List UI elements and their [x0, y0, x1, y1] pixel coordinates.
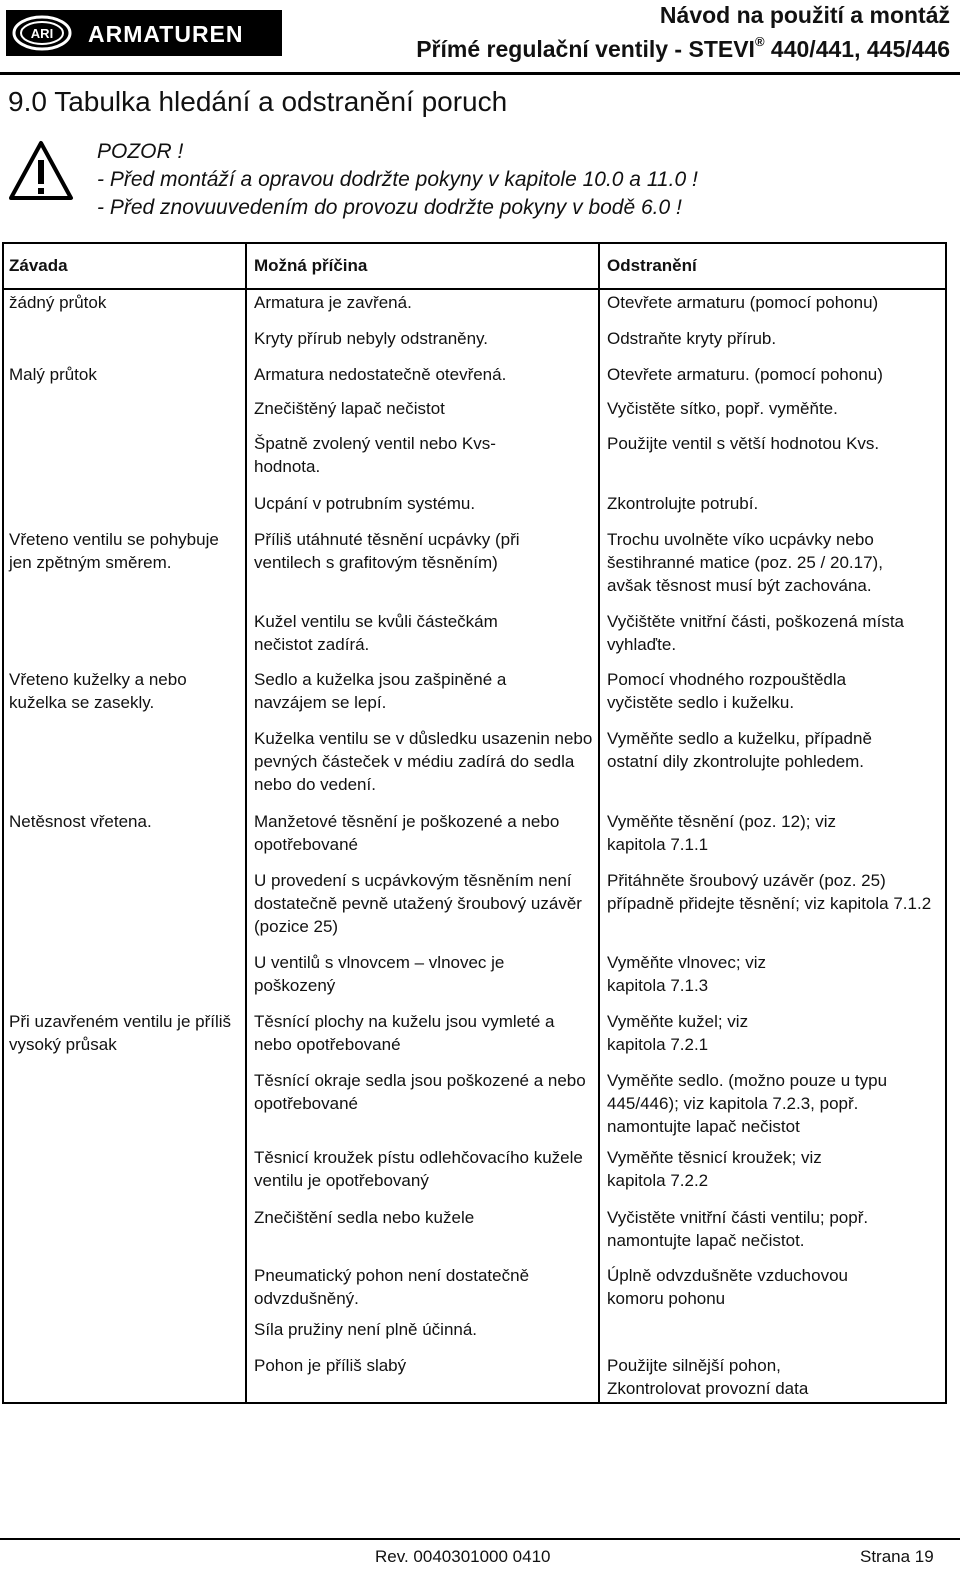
fault-cell: Malý průtok [9, 365, 97, 384]
table-header-row [4, 244, 945, 290]
cause-cell: Těsnící plochy na kuželu jsou vymleté a nebo opotřebované [254, 1012, 555, 1054]
remedy-cell: Vyměňte kužel; viz kapitola 7.2.1 [607, 1012, 749, 1054]
cause-cell: Znečištění sedla nebo kužele [254, 1208, 475, 1227]
remedy-cell: Vyčištěte vnitřní části, poškozená místa vyhlaďte. [607, 612, 904, 654]
registered-mark: ® [754, 34, 765, 49]
page-number: Strana 19 [860, 1547, 934, 1566]
ari-emblem-icon [11, 14, 73, 52]
header-divider [0, 72, 960, 75]
remedy-cell: Přitáhněte šroubový uzávěr (poz. 25) případně přidejte těsnění; viz kapitola 7.1.2 [607, 871, 932, 913]
warning-line-2: - Před znovuuvedením do provozu dodržte pokyny v bodě 6.0 ! [97, 196, 682, 219]
cause-cell: Příliš utáhnuté těsnění ucpávky (při ventilech s grafitovým těsněním) [254, 530, 520, 572]
fault-cell: žádný průtok [9, 293, 107, 312]
remedy-cell: Otevřete armaturu. (pomocí pohonu) [607, 365, 883, 384]
cause-cell: Sedlo a kuželka jsou zašpiněné a navzájem se lepí. [254, 670, 507, 712]
cause-cell: Těsnící okraje sedla jsou poškozené a nebo opotřebované [254, 1071, 586, 1113]
fault-cell: Netěsnost vřetena. [9, 812, 152, 831]
column-divider [245, 244, 247, 1402]
remedy-cell: Vyměňte sedlo. (možno pouze u typu 445/446); viz kapitola 7.2.3, popř. namontujte lapač nečistot [607, 1071, 888, 1136]
revision-number: Rev. 0040301000 0410 [375, 1547, 551, 1566]
cause-cell: U provedení s ucpávkovým těsněním není dostatečně pevně utažený šroubový uzávěr (pozice 25) [254, 871, 582, 936]
fault-cell: Vřeteno kuželky a nebo kuželka se zasekly. [9, 670, 187, 712]
column-divider [598, 244, 600, 1402]
header-cause: Možná příčina [254, 256, 368, 275]
cause-cell: Armatura je zavřená. [254, 293, 412, 312]
remedy-cell: Otevřete armaturu (pomocí pohonu) [607, 293, 879, 312]
remedy-cell: Vyměňte těsnicí kroužek; viz kapitola 7.2.2 [607, 1148, 822, 1190]
remedy-cell: Pomocí vhodného rozpouštědla vyčistěte sedlo i kuželku. [607, 670, 847, 712]
ari-armaturen-logo [6, 10, 282, 56]
remedy-cell: Použijte silnější pohon, Zkontrolovat provozní data [607, 1356, 809, 1398]
cause-cell: Kužel ventilu se kvůli částečkám nečistot zadírá. [254, 612, 498, 654]
warning-line-1: - Před montáží a opravou dodržte pokyny v kapitole 10.0 a 11.0 ! [97, 168, 698, 191]
cause-cell: Znečištěný lapač nečistot [254, 399, 445, 418]
remedy-cell: Úplně odvzdušněte vzduchovou komoru pohonu [607, 1266, 848, 1308]
remedy-cell: Použijte ventil s větší hodnotou Kvs. [607, 434, 880, 453]
cause-cell: Pneumatický pohon není dostatečně odvzdušněný. [254, 1266, 530, 1308]
remedy-cell: Trochu uvolněte víko ucpávky nebo šestihranné matice (poz. 25 / 20.17), avšak těsnost musí být zachována. [607, 530, 883, 595]
remedy-cell: Vyčistěte sítko, popř. vyměňte. [607, 399, 838, 418]
fault-cell: Vřeteno ventilu se pohybuje jen zpětným směrem. [9, 530, 219, 572]
remedy-cell: Vyčistěte vnitřní části ventilu; popř. namontujte lapač nečistot. [607, 1208, 869, 1250]
cause-cell: Síla pružiny není plně účinná. [254, 1320, 478, 1339]
subtitle-prefix: Přímé regulační ventily - STEVI [416, 36, 755, 62]
cause-cell: Kryty přírub nebyly odstraněny. [254, 329, 489, 348]
logo-wordmark: ARMATUREN [88, 21, 244, 47]
remedy-cell: Vyměňte sedlo a kuželku, případně ostatní dily zkontrolujte pohledem. [607, 729, 872, 771]
cause-cell: Ucpání v potrubním systému. [254, 494, 476, 513]
fault-cell: Při uzavřeném ventilu je příliš vysoký průsak [9, 1012, 232, 1054]
cause-cell: U ventilů s vlnovcem – vlnovec je poškozený [254, 953, 505, 995]
warning-heading: POZOR ! [97, 140, 184, 163]
header-fault: Závada [9, 256, 68, 275]
cause-cell: Armatura nedostatečně otevřená. [254, 365, 507, 384]
cause-cell: Kuželka ventilu se v důsledku usazenin nebo pevných částeček v médiu zadírá do sedla nebo do vedení. [254, 729, 593, 794]
cause-cell: Manžetové těsnění je poškozené a nebo opotřebované [254, 812, 560, 854]
warning-block [97, 138, 698, 222]
svg-text:ARI: ARI [30, 26, 54, 41]
document-title: Návod na použití a montáž [659, 2, 950, 28]
remedy-cell: Odstraňte kryty přírub. [607, 329, 777, 348]
warning-triangle-icon [8, 140, 74, 202]
cause-cell: Pohon je příliš slabý [254, 1356, 407, 1375]
cause-cell: Těsnicí kroužek pístu odlehčovacího kužele ventilu je opotřebovaný [254, 1148, 583, 1190]
remedy-cell: Zkontrolujte potrubí. [607, 494, 759, 513]
troubleshooting-table [2, 242, 947, 1404]
cause-cell: Špatně zvolený ventil nebo Kvs-hodnota. [254, 434, 496, 476]
subtitle-suffix: 440/441, 445/446 [764, 36, 950, 62]
section-title: 9.0 Tabulka hledání a odstranění poruch [8, 86, 508, 117]
footer-divider [0, 1538, 960, 1540]
document-subtitle [416, 36, 950, 63]
remedy-cell: Vyměňte těsnění (poz. 12); viz kapitola 7.1.1 [607, 812, 836, 854]
remedy-cell: Vyměňte vlnovec; viz kapitola 7.1.3 [607, 953, 767, 995]
header-remedy: Odstranění [607, 256, 697, 275]
